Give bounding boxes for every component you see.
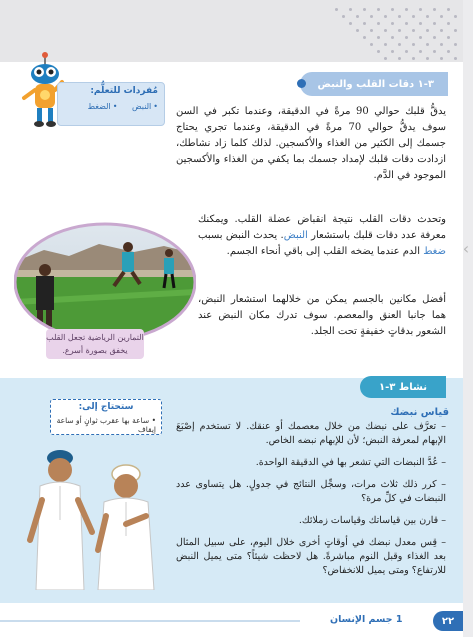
pattern-dot — [384, 57, 387, 60]
pattern-dot — [454, 57, 457, 60]
pattern-dot — [426, 29, 429, 32]
pattern-dot — [447, 8, 450, 11]
materials-box — [50, 399, 162, 435]
page-gutter — [463, 0, 473, 637]
term-pulse: النبض — [283, 230, 308, 241]
pattern-dot — [405, 8, 408, 11]
football-photo — [14, 222, 196, 342]
materials-item: • ساعة بها عقرب ثوانٍ أو ساعة إيقاف — [56, 416, 156, 434]
pattern-dot — [454, 29, 457, 32]
activity-step: – تعرَّف على نبضك من خلال معصمك أو عنقك. لا تستخدم إصْبَعَ الإبهام لمعرفة النبض؛ لأن للإبهام نبضه الخاص. — [176, 421, 446, 446]
paragraph-pulse: وتحدث دقات القلب نتيجة انقباض عضلة القلب. ويمكنك معرفة عدد دقات قلبك باستشعار النبض. يحدث النبض بسبب ضغط الدم عندما يضخه القلب إلى باقي أنحاء الجسم. — [198, 214, 446, 257]
materials-title: ستحتاج إلى: — [78, 402, 134, 412]
activity-step: – كرر ذلك ثلاث مرات، وسجِّل النتائج في جدولٍ. هل يتساوى عدد النبضات في كلِّ مرة؟ — [176, 479, 446, 504]
activity-title: نشاط ٣-١ — [379, 381, 427, 393]
pattern-dot — [384, 15, 387, 18]
pattern-dot — [433, 8, 436, 11]
pattern-dot — [412, 15, 415, 18]
pattern-dot — [419, 22, 422, 25]
pattern-dot — [426, 57, 429, 60]
unit-label: 1 جسم الإنسان — [330, 614, 403, 625]
pattern-dot — [412, 29, 415, 32]
pattern-dot — [391, 36, 394, 39]
pattern-dot — [398, 43, 401, 46]
pattern-dot — [454, 15, 457, 18]
activity-header — [360, 376, 446, 398]
section-header — [300, 72, 448, 96]
pattern-dot — [419, 50, 422, 53]
pattern-dot — [405, 22, 408, 25]
pattern-dot — [363, 36, 366, 39]
boys-illustration — [22, 440, 167, 590]
pattern-dot — [398, 15, 401, 18]
pattern-dot — [433, 36, 436, 39]
pattern-dot — [342, 15, 345, 18]
pattern-dot — [384, 43, 387, 46]
chevron-left-icon[interactable]: ‹ — [462, 239, 470, 258]
pattern-dot — [391, 50, 394, 53]
pattern-dot — [440, 43, 443, 46]
pattern-dot — [405, 36, 408, 39]
term-pressure: ضغط — [423, 246, 446, 257]
section-dot-icon — [297, 79, 306, 88]
pattern-dot — [377, 8, 380, 11]
pattern-dot — [426, 15, 429, 18]
pattern-dot — [419, 36, 422, 39]
activity-subheading: قياس نبضك — [390, 407, 449, 418]
dot-pattern — [335, 8, 465, 64]
pattern-dot — [447, 50, 450, 53]
pattern-dot — [440, 29, 443, 32]
pattern-dot — [412, 57, 415, 60]
pattern-dot — [454, 43, 457, 46]
pattern-dot — [426, 43, 429, 46]
pattern-dot — [356, 15, 359, 18]
pattern-dot — [412, 43, 415, 46]
pattern-dot — [349, 8, 352, 11]
pattern-dot — [398, 57, 401, 60]
vocab-item: •الضغط — [87, 102, 118, 111]
pattern-dot — [384, 29, 387, 32]
vocabulary-box — [57, 82, 165, 126]
pattern-dot — [447, 36, 450, 39]
pattern-dot — [440, 15, 443, 18]
pattern-dot — [370, 15, 373, 18]
footer-divider — [0, 620, 300, 622]
pattern-dot — [447, 22, 450, 25]
activity-step: – عُدَّ النبضات التي تشعر بها في الدقيقة الواحدة. — [255, 457, 446, 468]
pattern-dot — [356, 29, 359, 32]
pattern-dot — [440, 57, 443, 60]
pattern-dot — [370, 43, 373, 46]
activity-steps — [176, 420, 446, 586]
activity-step: – قارن بين قياساتك وقياسات زملائك. — [298, 515, 446, 526]
pattern-dot — [370, 29, 373, 32]
pattern-dot — [433, 22, 436, 25]
paragraph-heart-rate: يدقُّ قلبك حوالي 90 مرةً في الدقيقة، وعندما تكبر في السن سوف يدقُّ حوالي 70 مرةً في الدقيقة، وعندما تجري يحتاج جسمك إلى الكثير من الغذاء والأكسجين. لذلك كلما زاد نشاطك، ازدادت دقات قلبك لإمداد جسمك بما يكفي من الغذاء والأكسجين الموجود في الدَّم. — [176, 106, 447, 181]
pattern-dot — [433, 50, 436, 53]
photo-caption: التمارين الرياضية تجعل القلب يخفق بصورة أسرع. — [46, 329, 144, 359]
pattern-dot — [391, 8, 394, 11]
paragraph-pulse-locations: أفضل مكانين بالجسم يمكن من خلالهما استشعار النبض، هما جانبا العنق والمعصم. سوف تدرك مكان النبض عند الشعور بدقاتٍ خفيفةٍ تحت الجلد. — [198, 294, 446, 337]
pattern-dot — [391, 22, 394, 25]
pattern-dot — [363, 22, 366, 25]
section-title: ٣-١ دقات القلب والنبض — [317, 78, 434, 90]
vocabulary-items — [64, 102, 158, 111]
pattern-dot — [335, 8, 338, 11]
pattern-dot — [377, 36, 380, 39]
page-number: ٢٢ — [433, 611, 463, 631]
pattern-dot — [363, 8, 366, 11]
vocabulary-title: مُفردات للتعلُّم: — [90, 86, 158, 96]
pattern-dot — [419, 8, 422, 11]
pattern-dot — [377, 22, 380, 25]
vocab-item: •النبض — [131, 102, 158, 111]
pattern-dot — [349, 22, 352, 25]
pattern-dot — [405, 50, 408, 53]
pattern-dot — [398, 29, 401, 32]
pattern-dot — [377, 50, 380, 53]
activity-step: – قِس معدل نبضك في أوقاتٍ أخرى خلال اليوم، على سبيل المثال بعد الغذاء وقبل النوم مباشرةً. هل لاحظت شيئاً؟ متى يميل النبض للارتفاع؟ ومتى يميل للانخفاض؟ — [176, 537, 446, 576]
